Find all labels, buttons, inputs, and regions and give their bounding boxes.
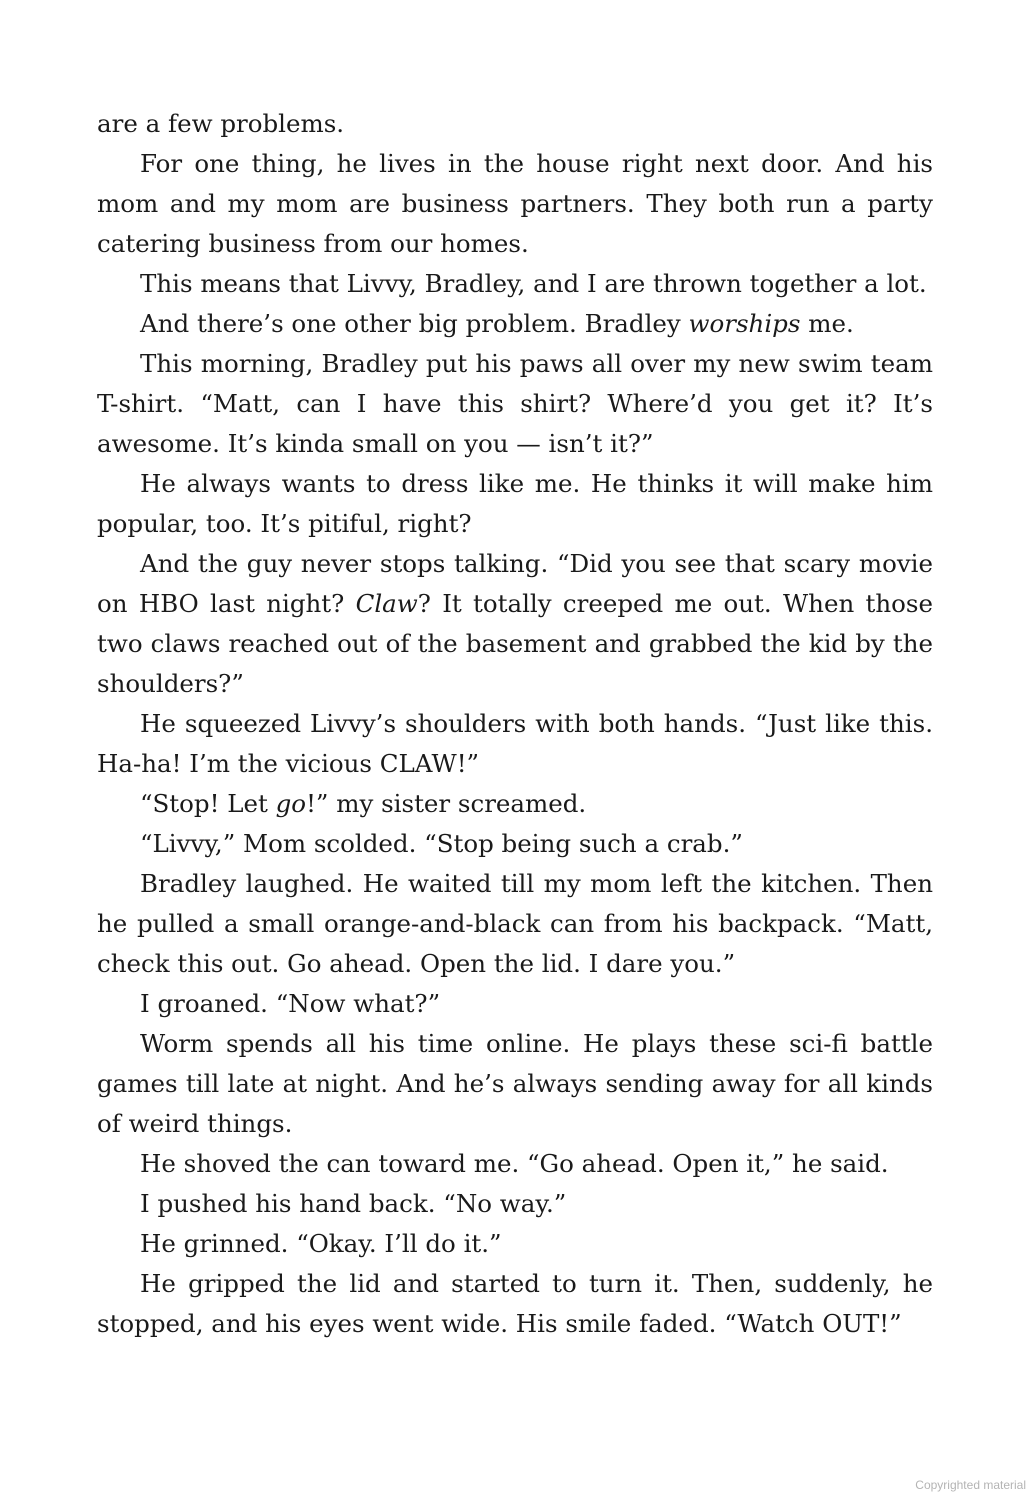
text-segment: I pushed his hand back. “No way.” bbox=[140, 1189, 567, 1218]
paragraph bbox=[97, 104, 933, 144]
text-segment: And there’s one other big problem. Bradley bbox=[140, 309, 689, 338]
paragraph bbox=[97, 464, 933, 544]
paragraph bbox=[97, 864, 933, 984]
text-segment: For one thing, he lives in the house right next door. And his mom and my mom are business partners. They both run a party catering business from our homes. bbox=[97, 149, 933, 258]
paragraph bbox=[97, 1184, 933, 1224]
paragraph bbox=[97, 1144, 933, 1184]
text-segment: “Stop! Let bbox=[140, 789, 276, 818]
paragraph bbox=[97, 544, 933, 704]
text-segment: !” my sister screamed. bbox=[306, 789, 587, 818]
text-segment: Worm spends all his time online. He plays these sci-fi battle games till late at night. And he’s always sending away for all kinds of weird things. bbox=[97, 1029, 933, 1138]
copyright-watermark: Copyrighted material bbox=[915, 1478, 1026, 1492]
paragraph bbox=[97, 264, 933, 304]
text-segment: He always wants to dress like me. He thinks it will make him popular, too. It’s pitiful, right? bbox=[97, 469, 933, 538]
paragraph bbox=[97, 1224, 933, 1264]
text-segment: This means that Livvy, Bradley, and I are thrown together a lot. bbox=[140, 269, 927, 298]
text-segment: He grinned. “Okay. I’ll do it.” bbox=[140, 1229, 502, 1258]
paragraph bbox=[97, 824, 933, 864]
text-segment: ? It totally creeped me out. When those two claws reached out of the basement and grabbed the kid by the shoulders?” bbox=[97, 589, 933, 698]
italic-text: worships bbox=[688, 309, 801, 338]
text-segment: He shoved the can toward me. “Go ahead. Open it,” he said. bbox=[140, 1149, 889, 1178]
paragraph bbox=[97, 344, 933, 464]
text-segment: are a few problems. bbox=[97, 109, 345, 138]
paragraph bbox=[97, 704, 933, 784]
book-page-text bbox=[97, 104, 933, 1344]
paragraph bbox=[97, 144, 933, 264]
paragraph bbox=[97, 304, 933, 344]
text-segment: me. bbox=[800, 309, 854, 338]
text-segment: And the guy never stops talking. “Did you see that scary movie on HBO last night? bbox=[97, 549, 933, 618]
text-segment: He squeezed Livvy’s shoulders with both hands. “Just like this. Ha-ha! I’m the vicious CLAW!” bbox=[97, 709, 933, 778]
paragraph bbox=[97, 1264, 933, 1344]
italic-text: Claw bbox=[355, 589, 418, 618]
paragraph bbox=[97, 984, 933, 1024]
paragraph bbox=[97, 1024, 933, 1144]
text-segment: I groaned. “Now what?” bbox=[140, 989, 441, 1018]
paragraph bbox=[97, 784, 933, 824]
text-segment: This morning, Bradley put his paws all over my new swim team T-shirt. “Matt, can I have this shirt? Where’d you get it? It’s awesome. It’s kinda small on you — isn’t it?” bbox=[97, 349, 933, 458]
italic-text: go bbox=[275, 789, 307, 818]
text-segment: Bradley laughed. He waited till my mom left the kitchen. Then he pulled a small orange-and-black can from his backpack. “Matt, check this out. Go ahead. Open the lid. I dare you.” bbox=[97, 869, 933, 978]
text-segment: He gripped the lid and started to turn it. Then, suddenly, he stopped, and his eyes went wide. His smile faded. “Watch OUT!” bbox=[97, 1269, 933, 1338]
text-segment: “Livvy,” Mom scolded. “Stop being such a crab.” bbox=[140, 829, 743, 858]
